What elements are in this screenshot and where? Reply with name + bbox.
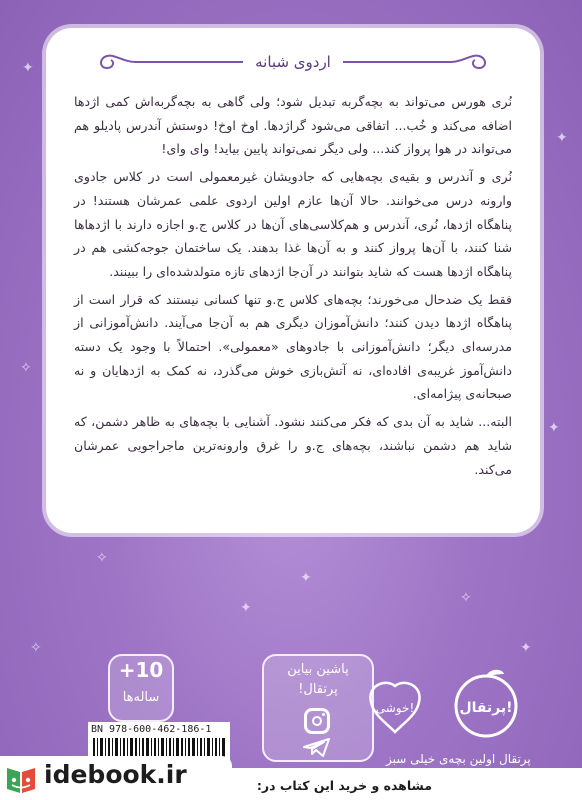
book-icon (4, 762, 38, 796)
left-swirl-icon (95, 50, 245, 74)
sparkle-icon: ✦ (300, 570, 312, 586)
idebook-logo[interactable] (0, 756, 232, 800)
follow-line-2: پرتقال! (298, 682, 338, 697)
age-badge (108, 654, 174, 722)
khoshi-logo-text: خوشی! (375, 701, 415, 715)
sparkle-icon: ✦ (548, 420, 560, 436)
follow-box (262, 654, 374, 762)
blurb-text (74, 90, 512, 485)
age-label: ساله‌ها (122, 690, 160, 705)
porteghal-logo (450, 668, 522, 740)
sparkle-icon: ✦ (22, 60, 34, 76)
blurb-paragraph: البته... شاید به آن بدی که فکر می‌کنند نشود. آشنایی با بچه‌های به ظاهر دشمن، که شاید هم دشمن نباشند، بچه‌های ج.و را غرق وارونه‌ترین ماجراجویی عمرشان می‌کند. (74, 414, 512, 477)
porteghal-logo-text: پرتقال! (459, 700, 513, 716)
telegram-icon[interactable] (302, 738, 332, 758)
instagram-icon[interactable] (304, 708, 330, 734)
age-number: +10 (118, 658, 164, 682)
sparkle-icon: ✦ (240, 600, 252, 616)
sparkle-icon: ✧ (460, 590, 472, 606)
book-title: اردوی شبانه (255, 53, 331, 71)
sparkle-icon: ✧ (30, 640, 42, 656)
publisher-name: پرتقال اولین بچه‌ی خیلی سبز (386, 752, 531, 766)
sparkle-icon: ✧ (20, 360, 32, 376)
blurb-paragraph: نُری هورس می‌تواند به بچه‌گربه تبدیل شود؛ ولی گاهی به بچه‌گربه‌اش کمی اژدها اضافه می‌کند و خُب... اتفاقی می‌شود گراژدها. اوخ اوخ! دوستش آندرس پادیلو هم می‌تواند در هوا پرواز کند... ولی دیگر نمی‌تواند پایین بیاید! وای وای! (74, 94, 512, 157)
khoshi-logo (365, 678, 425, 738)
sparkle-icon: ✧ (96, 550, 108, 566)
idebook-site-name: idebook.ir (44, 760, 187, 789)
sparkle-icon: ✦ (556, 130, 568, 146)
blurb-paragraph: فقط یک ضدحال می‌خورند؛ بچه‌های کلاس ج.و تنها کسانی نیستند که قرار است از پناهگاه اژدها دیدن کنند؛ دانش‌آموزان دیگری هم به آن‌جا می‌آیند. دانش‌آموزانی از مدرسه‌ای دیگر؛ دانش‌آموزانی با جادوهای «معمولی». احتمالاً با وجود یک دسته دانش‌آموز غریبه‌ی افاده‌ای، نه آتش‌بازی خوش می‌گذرد، نه کمک به اژدهایان و نه صبحانه‌ی پیژامه‌ای. (74, 291, 512, 402)
blurb-paragraph: نُری و آندرس و بقیه‌ی بچه‌هایی که جادویشان غیرمعمولی است در کلاس جادوی وارونه درس می‌خوانند. حالا آن‌ها عازم اولین اردوی علمی عمرشان هستند! در پناهگاه اژدها، نُری، آندرس و هم‌کلاسی‌های آن‌ها در کلاس ج.و اجازه دارند با اژدهاها شنا کنند، با آن‌ها پرواز کنند و به آن‌ها غذا بدهند. یک ساختمان جوجه‌کشی هم در پناهگاه اژدها هست که شاید بتوانند در آن‌جا اژدهای تازه متولدشده‌ای را ببینند. (74, 169, 512, 279)
isbn-number: BN 978-600-462-186-1 (91, 724, 212, 735)
card-header (46, 42, 540, 82)
right-swirl-icon (341, 50, 491, 74)
watermark-text: مشاهده و خرید این کتاب در: (256, 778, 432, 793)
sparkle-icon: ✦ (520, 640, 532, 656)
blurb-card (46, 28, 540, 533)
follow-line-1: پاشین بیاین (287, 662, 349, 677)
